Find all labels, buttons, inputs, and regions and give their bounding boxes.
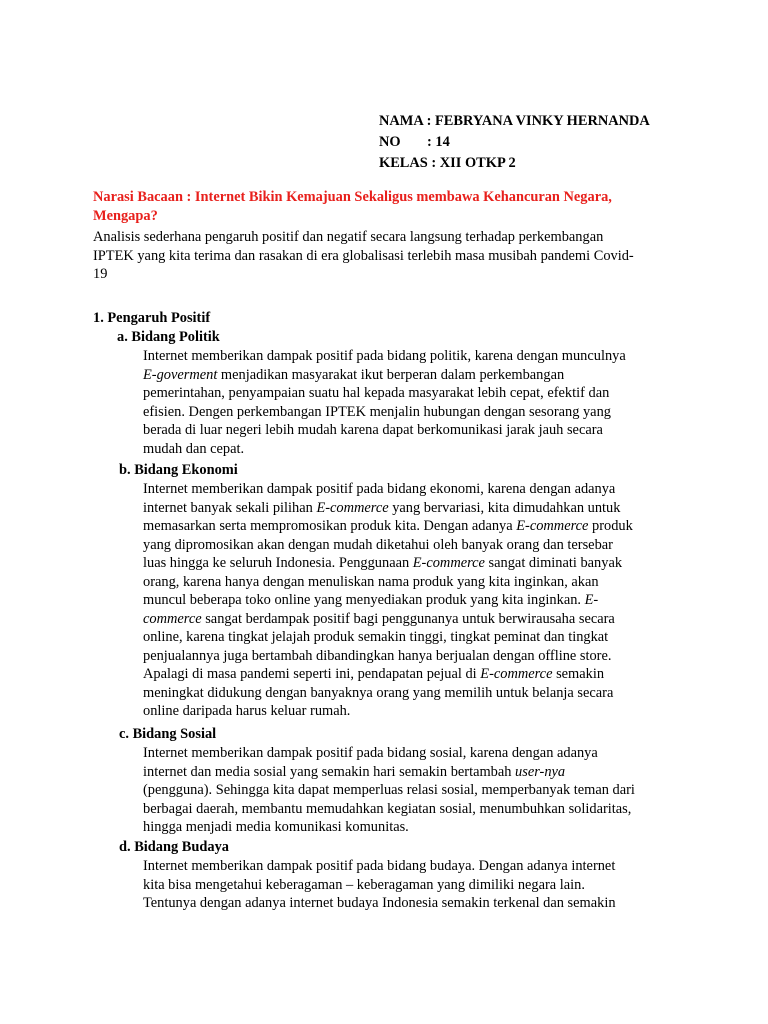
paragraph-line: pemerintahan, penyampaian suatu hal kepada masyarakat lebih cepat, efektif dan <box>143 385 610 401</box>
paragraph-line: penjualannya juga bertambah dibandingkan hanya berjualan dengan offline store. <box>143 647 612 664</box>
document-title <box>93 188 693 226</box>
paragraph-politik <box>143 347 683 458</box>
emphasis-text: commerce <box>143 610 202 627</box>
paragraph-line: internet banyak sekali pilihan E-commerce yang bervariasi, kita dimudahkan untuk <box>143 499 621 516</box>
intro-line: Analisis sederhana pengaruh positif dan negatif secara langsung terhadap perkembangan <box>93 229 604 245</box>
paragraph-line: (pengguna). Sehingga kita dapat memperluas relasi sosial, memperbanyak teman dari <box>143 782 635 798</box>
emphasis-text: E-commerce <box>316 499 389 516</box>
title-line: Mengapa? <box>93 208 158 224</box>
paragraph-ekonomi <box>143 480 683 721</box>
paragraph-line: yang dipromosikan akan dengan mudah diketahui oleh banyak orang dan tersebar <box>143 536 613 553</box>
subheading-sosial: c. Bidang Sosial <box>119 726 217 742</box>
subheading-budaya: d. Bidang Budaya <box>119 839 229 855</box>
paragraph-line: online daripada harus keluar rumah. <box>143 703 351 719</box>
paragraph-line: efisien. Dengen perkembangan IPTEK menjalin hubungan dengan sesorang yang <box>143 403 611 420</box>
paragraph-line: Tentunya dengan adanya internet budaya Indonesia semakin terkenal dan semakin <box>143 895 616 911</box>
intro-line: IPTEK yang kita terima dan rasakan di era globalisasi terlebih masa musibah pandemi Covid- <box>93 247 634 264</box>
paragraph-line: berbagai daerah, membantu memudahkan kegiatan sosial, menumbuhkan solidaritas, <box>143 800 632 817</box>
paragraph-line: commerce sangat berdampak positif bagi penggunanya untuk berwirausaha secara <box>143 610 615 627</box>
intro-line: 19 <box>93 266 108 282</box>
student-number-label: NO <box>379 134 401 150</box>
paragraph-line: muncul beberapa toko online yang menyediakan produk yang kita inginkan. E- <box>143 592 599 608</box>
paragraph-line: luas hingga ke seluruh Indonesia. Penggunaan E-commerce sangat diminati banyak <box>143 555 623 571</box>
paragraph-budaya <box>143 857 683 913</box>
student-header <box>379 111 650 174</box>
title-line: Narasi Bacaan : Internet Bikin Kemajuan Sekaligus membawa Kehancuran Negara, <box>93 189 612 205</box>
paragraph-line: online, karena tingkat jelajah produk semakin tinggi, tingkat peminat dan tingkat <box>143 629 609 645</box>
student-number-value: : 14 <box>427 134 450 150</box>
paragraph-line: Internet memberikan dampak positif pada bidang budaya. Dengan adanya internet <box>143 858 616 874</box>
emphasis-text: E-commerce <box>516 518 589 534</box>
paragraph-line: Internet memberikan dampak positif pada bidang sosial, karena dengan adanya <box>143 745 598 761</box>
subheading-politik: a. Bidang Politik <box>117 329 220 345</box>
student-name: NAMA : FEBRYANA VINKY HERNANDA <box>379 113 650 129</box>
paragraph-line: hingga menjadi media komunikasi komunitas. <box>143 819 409 835</box>
paragraph-sosial <box>143 744 683 837</box>
emphasis-text: E-commerce <box>412 555 485 571</box>
paragraph-line: Internet memberikan dampak positif pada bidang politik, karena dengan munculnya <box>143 348 626 364</box>
paragraph-line: orang, karena hanya dengan menuliskan nama produk yang kita inginkan, akan <box>143 573 599 590</box>
paragraph-line: mudah dan cepat. <box>143 440 245 457</box>
section-heading: 1. Pengaruh Positif <box>93 310 211 326</box>
paragraph-line: kita bisa mengetahui keberagaman – keberagaman yang dimiliki negara lain. <box>143 876 585 893</box>
paragraph-line: berada di luar negeri lebih mudah karena dapat berkomunikasi jarak jauh secara <box>143 422 603 438</box>
subheading-ekonomi: b. Bidang Ekonomi <box>119 462 238 478</box>
paragraph-line: Apalagi di masa pandemi seperti ini, pendapatan pejual di E-commerce semakin <box>143 666 605 682</box>
paragraph-line: Internet memberikan dampak positif pada bidang ekonomi, karena dengan adanya <box>143 481 616 497</box>
intro-paragraph <box>93 228 685 284</box>
student-number <box>379 132 650 153</box>
emphasis-text: E- <box>584 592 599 608</box>
emphasis-text: E-commerce <box>480 666 553 682</box>
paragraph-line: E-goverment menjadikan masyarakat ikut berperan dalam perkembangan <box>143 366 565 383</box>
paragraph-line: memasarkan serta mempromosikan produk kita. Dengan adanya E-commerce produk <box>143 518 633 534</box>
emphasis-text: E-goverment <box>143 366 218 383</box>
paragraph-line: meningkat didukung dengan banyaknya orang yang memilih untuk belanja secara <box>143 684 614 701</box>
student-class: KELAS : XII OTKP 2 <box>379 155 516 171</box>
paragraph-line: internet dan media sosial yang semakin hari semakin bertambah user-nya <box>143 763 566 780</box>
emphasis-text: user-nya <box>515 763 566 780</box>
